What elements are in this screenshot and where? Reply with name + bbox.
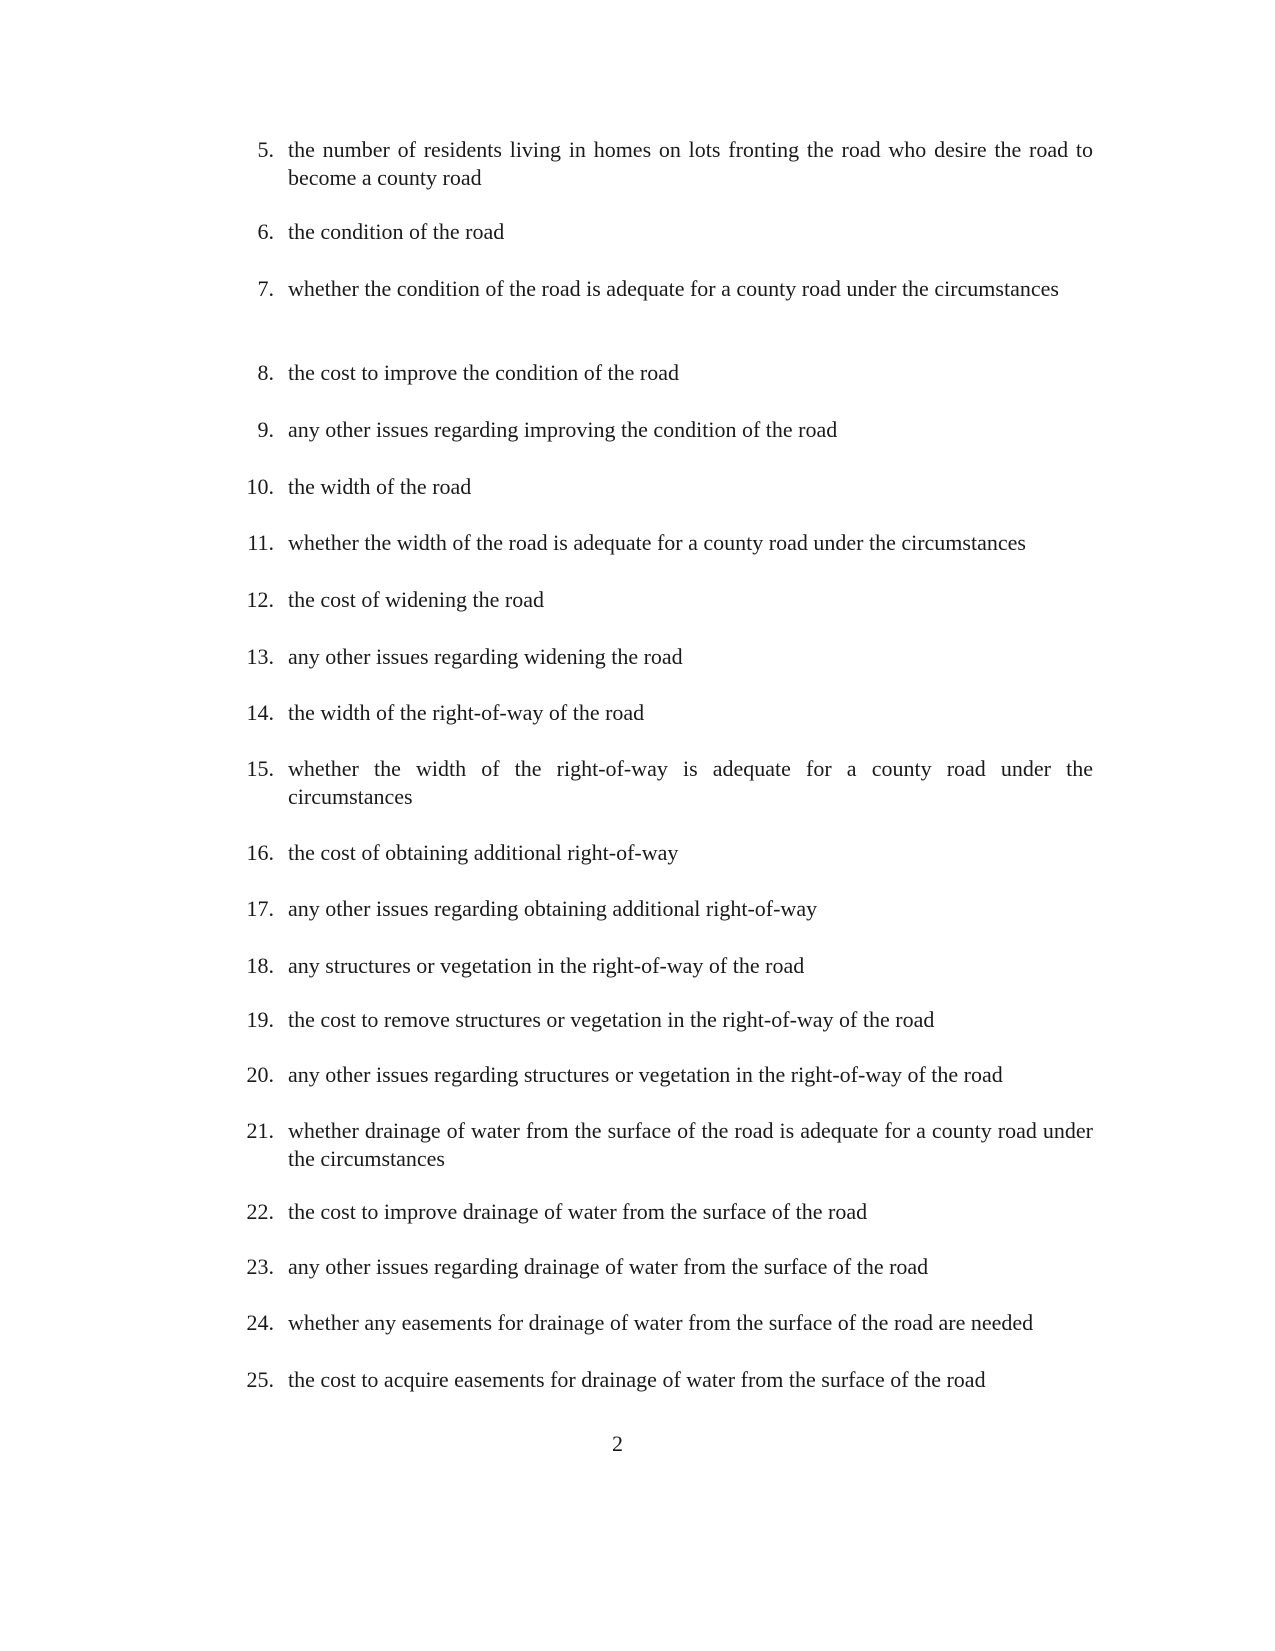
list-item-text: any structures or vegetation in the right-of-way of the road bbox=[288, 953, 805, 978]
list-item-number: 24. bbox=[246, 1310, 274, 1335]
list-item-number: 18. bbox=[246, 953, 274, 978]
page-number: 2 bbox=[612, 1431, 623, 1456]
list-item-text: the width of the right-of-way of the road bbox=[288, 700, 645, 725]
list-item-text: any other issues regarding obtaining additional right-of-way bbox=[288, 896, 818, 921]
list-item-text: the condition of the road bbox=[288, 219, 505, 244]
list-item-text: the cost of widening the road bbox=[288, 587, 544, 612]
list-item-text: whether any easements for drainage of water from the surface of the road are needed bbox=[288, 1310, 1034, 1335]
list-item-number: 11. bbox=[247, 530, 274, 555]
list-item-text: any other issues regarding widening the road bbox=[288, 644, 683, 669]
list-item-number: 22. bbox=[246, 1199, 274, 1224]
list-item-number: 10. bbox=[246, 474, 274, 499]
list-item-number: 20. bbox=[246, 1062, 274, 1087]
list-item-text: any other issues regarding improving the condition of the road bbox=[288, 417, 838, 442]
list-item-number: 21. bbox=[246, 1118, 274, 1143]
list-item-text: whether the width of the right-of-way is adequate for a county road under the circumstances bbox=[288, 756, 1093, 809]
list-item-text: the cost to improve drainage of water from the surface of the road bbox=[288, 1199, 868, 1224]
list-item-number: 12. bbox=[246, 587, 274, 612]
list-item-number: 13. bbox=[246, 644, 274, 669]
list-item-number: 23. bbox=[246, 1254, 274, 1279]
list-item-text: the cost to remove structures or vegetation in the right-of-way of the road bbox=[288, 1007, 935, 1032]
list-item-number: 19. bbox=[246, 1007, 274, 1032]
list-item-number: 25. bbox=[246, 1367, 274, 1392]
list-item-number: 5. bbox=[257, 137, 274, 162]
list-item-text: the width of the road bbox=[288, 474, 472, 499]
list-item-number: 14. bbox=[246, 700, 274, 725]
list-item-text: whether drainage of water from the surface of the road is adequate for a county road under the circumstances bbox=[288, 1118, 1093, 1171]
list-item-number: 9. bbox=[257, 417, 274, 442]
list-item-text: whether the condition of the road is adequate for a county road under the circumstances bbox=[288, 276, 1059, 301]
list-item-number: 8. bbox=[257, 360, 274, 385]
list-item-text: the cost to acquire easements for drainage of water from the surface of the road bbox=[288, 1367, 986, 1392]
list-item-text: the cost to improve the condition of the road bbox=[288, 360, 680, 385]
list-item-number: 6. bbox=[257, 219, 274, 244]
list-item-number: 17. bbox=[246, 896, 274, 921]
list-item-number: 15. bbox=[246, 756, 274, 781]
list-item-text: any other issues regarding drainage of water from the surface of the road bbox=[288, 1254, 929, 1279]
list-item-text: the cost of obtaining additional right-of-way bbox=[288, 840, 679, 865]
list-item-text: any other issues regarding structures or vegetation in the right-of-way of the road bbox=[288, 1062, 1003, 1087]
list-item-number: 7. bbox=[257, 276, 274, 301]
list-item-text: whether the width of the road is adequate for a county road under the circumstances bbox=[288, 530, 1026, 555]
list-item-text: the number of residents living in homes on lots fronting the road who desire the road to become a county road bbox=[288, 137, 1093, 190]
list-item-number: 16. bbox=[246, 840, 274, 865]
